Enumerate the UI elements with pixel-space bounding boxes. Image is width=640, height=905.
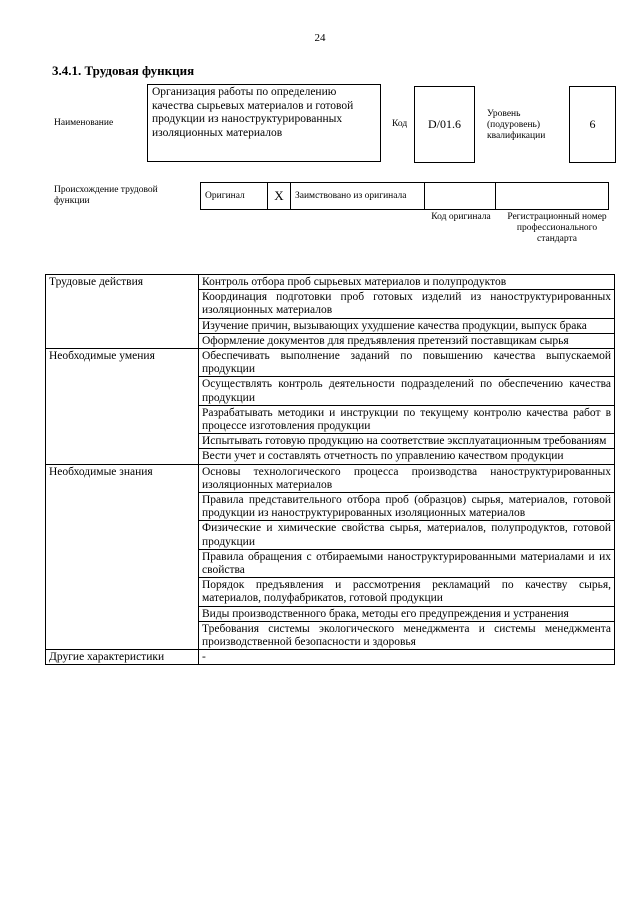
- table-row: [46, 464, 615, 492]
- reg-caption: Регистрационный номер профессионального стандарта: [507, 212, 607, 244]
- origin-table: [200, 182, 609, 210]
- item-cell: Контроль отбора проб сырьевых материалов и полупродуктов: [199, 275, 615, 290]
- table-row: [46, 275, 615, 290]
- category-cell: Другие характеристики: [46, 650, 199, 665]
- level-value-box: 6: [569, 86, 616, 163]
- item-cell: Правила представительного отбора проб (образцов) сырья, материалов, готовой продукции из наноструктурированных изоляционных материалов: [199, 493, 615, 521]
- item-cell: Испытывать готовую продукцию на соответствие эксплуатационным требованиям: [199, 434, 615, 449]
- name-label: Наименование: [54, 118, 114, 128]
- item-cell: Физические и химические свойства сырья, материалов, полупродуктов, готовой продукции: [199, 521, 615, 549]
- code-caption: Код оригинала: [431, 212, 491, 222]
- original-code-cell: [425, 183, 496, 210]
- original-label: Оригинал: [201, 183, 268, 210]
- item-cell: Правила обращения с отбираемыми наноструктурированными материалами и их свойства: [199, 549, 615, 577]
- reg-number-cell: [496, 183, 609, 210]
- function-code-box: D/01.6: [414, 86, 475, 163]
- item-cell: Основы технологического процесса производства наноструктурированных изоляционных материалов: [199, 464, 615, 492]
- page-number: 24: [314, 32, 326, 44]
- category-cell: Необходимые умения: [46, 349, 199, 465]
- item-cell: Требования системы экологического менеджмента и системы менеджмента производственной безопасности и здоровья: [199, 621, 615, 649]
- function-details-table: [45, 274, 615, 665]
- level-label: Уровень (подуровень) квалификации: [487, 109, 546, 141]
- item-cell: Координация подготовки проб готовых изделий из наноструктурированных изоляционных материалов: [199, 290, 615, 318]
- original-mark: X: [268, 183, 291, 210]
- item-cell: -: [199, 650, 615, 665]
- item-cell: Порядок предъявления и рассмотрения рекламаций по качеству сырья, материалов, полуфабрикатов, готовой продукции: [199, 578, 615, 606]
- item-cell: Оформление документов для предъявления претензий поставщикам сырья: [199, 333, 615, 348]
- item-cell: Обеспечивать выполнение заданий по повышению качества выпускаемой продукции: [199, 349, 615, 377]
- item-cell: Осуществлять контроль деятельности подразделений по обеспечению качества продукции: [199, 377, 615, 405]
- item-cell: Разрабатывать методики и инструкции по текущему контролю качества работ в процессе изготовления продукции: [199, 405, 615, 433]
- code-label: Код: [392, 119, 408, 129]
- origin-label: Происхождение трудовой функции: [54, 185, 158, 206]
- item-cell: Вести учет и составлять отчетность по управлению качеством продукции: [199, 449, 615, 464]
- borrowed-label: Заимствовано из оригинала: [291, 183, 425, 210]
- category-cell: Необходимые знания: [46, 464, 199, 650]
- function-name-box: Организация работы по определению качества сырьевых материалов и готовой продукции из наноструктурированных изоляционных материалов: [147, 84, 381, 162]
- table-row: [46, 650, 615, 665]
- section-title: 3.4.1. Трудовая функция: [52, 63, 195, 78]
- category-cell: Трудовые действия: [46, 275, 199, 349]
- item-cell: Изучение причин, вызывающих ухудшение качества продукции, выпуск брака: [199, 318, 615, 333]
- item-cell: Виды производственного брака, методы его предупреждения и устранения: [199, 606, 615, 621]
- table-row: [46, 349, 615, 377]
